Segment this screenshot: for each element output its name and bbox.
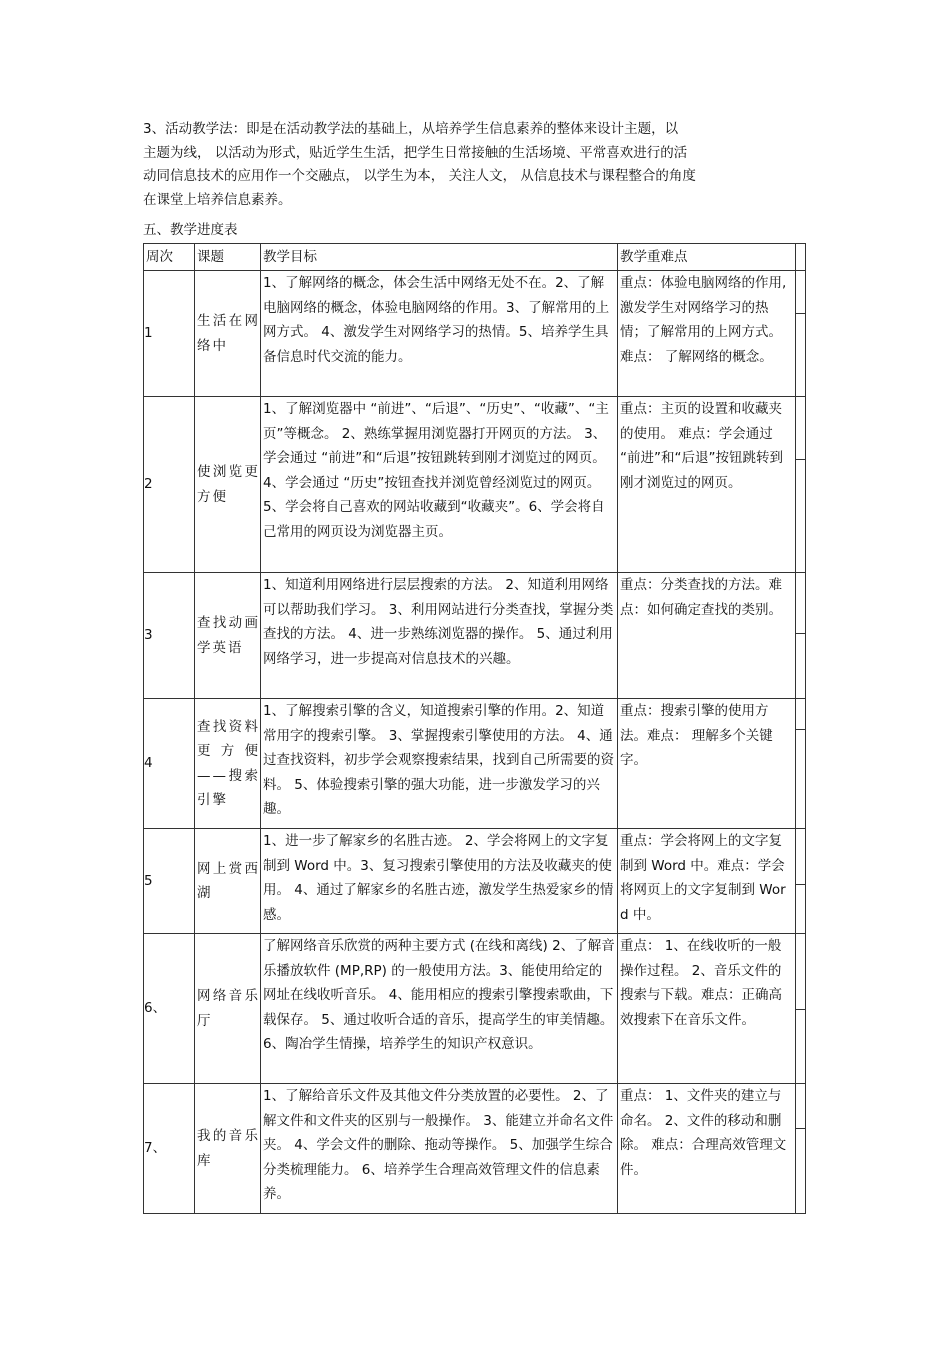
week-cell: 1 [144, 271, 195, 397]
header-difficulty: 教学重难点 [618, 244, 796, 271]
schedule-table [143, 243, 806, 1214]
side-cell [796, 397, 806, 573]
table-row [144, 934, 806, 1084]
week-cell: 7、 [144, 1084, 195, 1214]
section-title: 五、教学进度表 [143, 222, 238, 238]
intro-line: 动同信息技术的应用作一个交融点， 以学生为本， 关注人文， 从信息技术与课程整合的角度 [143, 168, 696, 184]
side-cell [796, 244, 806, 271]
side-cell [796, 573, 806, 699]
table-row [144, 573, 806, 699]
week-cell: 6、 [144, 934, 195, 1084]
objective-cell: 1、了解浏览器中 “前进”、“后退”、“历史”、“收藏”、“主页”等概念。 2、熟练掌握用浏览器打开网页的方法。 3、学会通过 “前进”和“后退”按钮跳转到刚才浏览过的网页。 4、学会通过 “历史”按钮查找并浏览曾经浏览过的网页。 5、学会将自己喜欢的网站收藏到“收藏夹”。6、学会将自己常用的网页设为浏览器主页。 [261, 397, 618, 573]
difficulty-cell: 重点：体验电脑网络的作用, 激发学生对网络学习的热情；了解常用的上网方式。难点： 了解网络的概念。 [618, 271, 796, 397]
header-week: 周次 [144, 244, 195, 271]
week-cell: 2 [144, 397, 195, 573]
intro-line: 主题为线， 以活动为形式，贴近学生生活，把学生日常接触的生活场境、平常喜欢进行的活 [143, 144, 688, 161]
difficulty-cell: 重点：主页的设置和收藏夹的使用。 难点：学会通过 “前进”和“后退”按钮跳转到刚才浏览过的网页。 [618, 397, 796, 573]
header-objective: 教学目标 [261, 244, 618, 271]
table-row [144, 699, 806, 829]
week-cell: 3 [144, 573, 195, 699]
week-cell: 5 [144, 829, 195, 934]
side-cell [796, 699, 806, 829]
topic-cell: 我的音乐库 [195, 1084, 261, 1214]
side-cell [796, 271, 806, 397]
week-cell: 4 [144, 699, 195, 829]
table-header-row [144, 244, 806, 271]
difficulty-cell: 重点： 1、在线收听的一般操作过程。 2、音乐文件的搜索与下载。难点：正确高效搜索下在音乐文件。 [618, 934, 796, 1084]
side-cell [796, 829, 806, 934]
objective-cell: 了解网络音乐欣赏的两种主要方式 (在线和离线) 2、了解音乐播放软件 (MP,RP) 的一般使用方法。3、能使用给定的网址在线收听音乐。 4、能用相应的搜索引擎搜索歌曲，下载保存。 5、通过收听合适的音乐，提高学生的审美情趣。 6、陶冶学生情操，培养学生的知识产权意识。 [261, 934, 618, 1084]
topic-cell: 查找资料更方便——搜索引擎 [195, 699, 261, 829]
objective-cell: 1、了解网络的概念，体会生活中网络无处不在。2、了解电脑网络的概念，体验电脑网络的作用。3、了解常用的上网方式。 4、激发学生对网络学习的热情。5、培养学生具备信息时代交流的能力。 [261, 271, 618, 397]
difficulty-cell: 重点：搜索引擎的使用方法。难点： 理解多个关键字。 [618, 699, 796, 829]
objective-cell: 1、了解搜索引擎的含义，知道搜索引擎的作用。2、知道常用字的搜索引擎。 3、掌握搜索引擎使用的方法。 4、通过查找资料，初步学会观察搜索结果，找到自己所需要的资料。 5、体验搜索引擎的强大功能，进一步激发学习的兴趣。 [261, 699, 618, 829]
table-row [144, 1084, 806, 1214]
intro-paragraph [143, 118, 803, 212]
table-row [144, 829, 806, 934]
topic-cell: 网上赏西湖 [195, 829, 261, 934]
difficulty-cell: 重点： 1、文件夹的建立与命名。 2、文件的移动和删除。 难点：合理高效管理文件。 [618, 1084, 796, 1214]
table-row [144, 271, 806, 397]
difficulty-cell: 重点：分类查找的方法。难点：如何确定查找的类别。 [618, 573, 796, 699]
side-cell [796, 1084, 806, 1214]
topic-cell: 查找动画学英语 [195, 573, 261, 699]
table-row [144, 397, 806, 573]
objective-cell: 1、知道利用网络进行层层搜索的方法。 2、知道利用网络可以帮助我们学习。 3、利用网站进行分类查找，掌握分类查找的方法。 4、进一步熟练浏览器的操作。 5、通过利用网络学习，进一步提高对信息技术的兴趣。 [261, 573, 618, 699]
objective-cell: 1、进一步了解家乡的名胜古迹。 2、学会将网上的文字复制到 Word 中。3、复习搜索引擎使用的方法及收藏夹的使用。 4、通过了解家乡的名胜古迹，激发学生热爱家乡的情感。 [261, 829, 618, 934]
difficulty-cell: 重点：学会将网上的文字复制到 Word 中。难点：学会将网页上的文字复制到 Word 中。 [618, 829, 796, 934]
intro-line: 3、活动教学法：即是在活动教学法的基础上，从培养学生信息素养的整体来设计主题，以 [143, 121, 679, 137]
intro-line: 在课堂上培养信息素养。 [143, 191, 292, 208]
header-topic: 课题 [195, 244, 261, 271]
topic-cell: 网络音乐厅 [195, 934, 261, 1084]
side-cell [796, 934, 806, 1084]
objective-cell: 1、了解给音乐文件及其他文件分类放置的必要性。 2、了解文件和文件夹的区别与一般操作。 3、能建立并命名文件夹。 4、学会文件的删除、拖动等操作。 5、加强学生综合分类梳理能力。 6、培养学生合理高效管理文件的信息素养。 [261, 1084, 618, 1214]
topic-cell: 生活在网络中 [195, 271, 261, 397]
topic-cell: 使浏览更方便 [195, 397, 261, 573]
